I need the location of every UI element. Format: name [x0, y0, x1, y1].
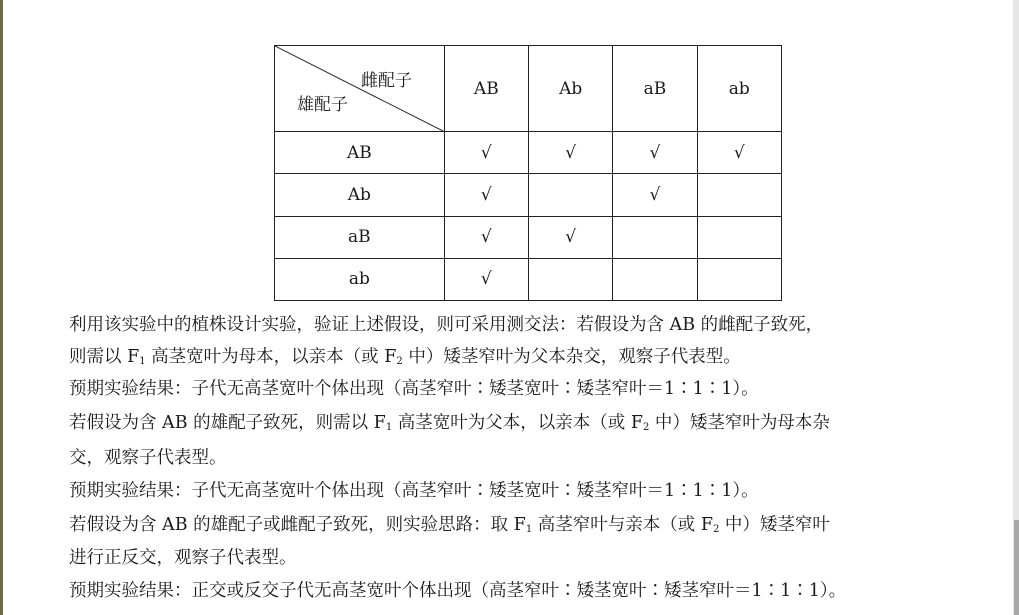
check-cell: √ [528, 132, 612, 174]
check-cell: √ [444, 258, 528, 300]
text-span: 中）矮茎窄叶 [719, 515, 830, 535]
column-header: ab [697, 46, 781, 132]
check-cell [613, 216, 697, 258]
paragraph-line [69, 345, 741, 374]
column-header: aB [613, 46, 697, 132]
subscript: 2 [712, 524, 720, 535]
row-header: Ab [275, 174, 445, 216]
check-cell: √ [444, 174, 528, 216]
row-header: AB [275, 132, 445, 174]
male-gamete-label: 雄配子 [297, 95, 348, 115]
check-cell: √ [444, 132, 528, 174]
table-row [275, 216, 782, 258]
paragraph-line [69, 446, 227, 470]
paragraph-line [69, 479, 759, 503]
paragraph-line [69, 411, 830, 440]
text-span: 高茎宽叶为父本，以亲本（或 F [392, 413, 643, 433]
punnett-square-table [274, 45, 782, 301]
text-span: 中）矮茎窄叶为父本杂交，观察子代表型。 [402, 347, 741, 367]
subscript: 1 [385, 422, 393, 433]
text-span: 预期实验结果：子代无高茎宽叶个体出现（高茎窄叶∶矮茎宽叶∶矮茎窄叶＝1∶1∶1）。 [69, 379, 759, 399]
check-cell: √ [697, 132, 781, 174]
check-cell: √ [613, 132, 697, 174]
text-span: 中）矮茎窄叶为母本杂 [649, 413, 830, 433]
paragraph-line [69, 313, 823, 337]
table-row [275, 258, 782, 300]
paragraph-line [69, 377, 759, 401]
left-border [0, 0, 3, 615]
subscript: 1 [139, 356, 146, 367]
text-span: 若假设为含 AB 的雄配子致死，则需以 F [69, 413, 386, 433]
check-cell [528, 174, 612, 216]
text-span: 利用该实验中的植株设计实验，验证上述假设，则可采用测交法：若假设为含 AB 的雌配子致死， [69, 315, 824, 335]
check-cell [697, 258, 781, 300]
corner-header-cell [275, 46, 445, 132]
scrollbar-thumb[interactable] [1014, 520, 1019, 615]
check-cell [613, 258, 697, 300]
table-row [275, 174, 782, 216]
row-header: ab [275, 258, 445, 300]
column-header: Ab [528, 46, 612, 132]
paragraph-line [69, 513, 830, 542]
text-span: 高茎窄叶与亲本（或 F [532, 515, 713, 535]
text-span: 则需以 F [69, 347, 140, 367]
text-span: 进行正反交，观察子代表型。 [69, 548, 297, 568]
check-cell: √ [528, 216, 612, 258]
subscript: 1 [525, 524, 533, 535]
female-gamete-label: 雌配子 [361, 71, 412, 91]
check-cell: √ [613, 174, 697, 216]
subscript: 2 [396, 356, 403, 367]
row-header: aB [275, 216, 445, 258]
paragraph-line [69, 546, 297, 570]
check-cell [697, 174, 781, 216]
check-cell [528, 258, 612, 300]
text-span: 预期实验结果：正交或反交子代无高茎宽叶个体出现（高茎窄叶∶矮茎宽叶∶矮茎窄叶＝1∶1∶1）。 [69, 581, 847, 601]
table-header-row [275, 46, 782, 132]
paragraph-line [69, 579, 846, 603]
check-cell: √ [444, 216, 528, 258]
text-span: 若假设为含 AB 的雄配子或雌配子致死，则实验思路：取 F [69, 515, 526, 535]
text-span: 交，观察子代表型。 [69, 448, 227, 468]
column-header: AB [444, 46, 528, 132]
diagonal-divider [275, 46, 444, 131]
text-span: 高茎宽叶为母本，以亲本（或 F [145, 347, 397, 367]
table-row [275, 132, 782, 174]
text-span: 预期实验结果：子代无高茎宽叶个体出现（高茎窄叶∶矮茎宽叶∶矮茎窄叶＝1∶1∶1）。 [69, 481, 759, 501]
subscript: 2 [642, 422, 650, 433]
check-cell [697, 216, 781, 258]
